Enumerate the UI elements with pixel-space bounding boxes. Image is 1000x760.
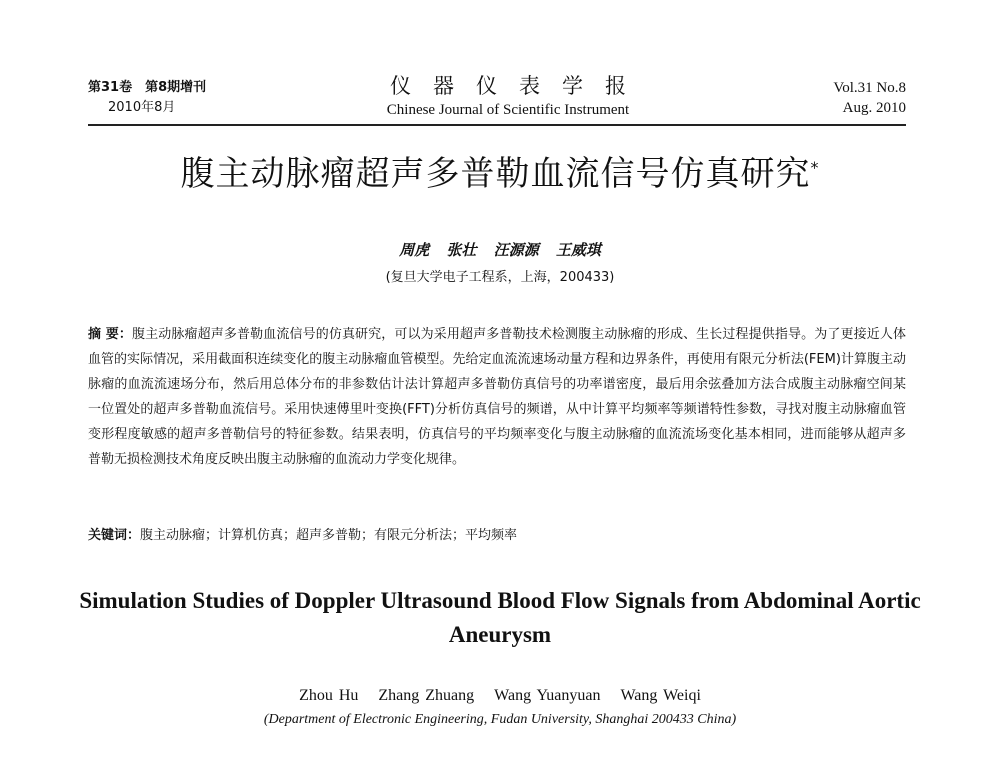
affiliation-en: (Department of Electronic Engineering, Fudan University, Shanghai 200433 China) bbox=[263, 712, 737, 727]
header-volume-issue-en: Vol.31 No.8 bbox=[833, 80, 906, 96]
authors-en bbox=[0, 685, 1000, 707]
header-volume-issue-cn: 第31卷 第8期增刊 bbox=[88, 80, 207, 95]
header-left bbox=[88, 78, 206, 118]
journal-name-en: Chinese Journal of Scientific Instrument bbox=[386, 102, 630, 118]
article-title-en: Simulation Studies of Doppler Ultrasound Blood Flow Signals from Abdominal Aortic Aneurysm bbox=[79, 588, 921, 647]
abstract-text: 腹主动脉瘤超声多普勒血流信号的仿真研究，可以为采用超声多普勒技术检测腹主动脉瘤的形成、生长过程提供指导。为了更接近人体血管的实际情况，采用截面积连续变化的腹主动脉瘤血管模型。先给定血流流速场动量方程和边界条件，再使用有限元分析法(FEM)计算腹主动脉瘤的血流流速场分布，然后用总体分布的非参数估计法计算超声多普勒仿真信号的功率谱密度，最后用余弦叠加方法合成腹主动脉瘤空间某一位置处的超声多普勒血流信号。采用快速傅里叶变换(FFT)分析仿真信号的频谱，从中计算平均频率等频谱特性参数，寻找对腹主动脉瘤血管变形程度敏感的超声多普勒信号的特征参数。结果表明，仿真信号的平均频率变化与腹主动脉瘤的血流流场变化基本相同，进而能够从超声多普勒无损检测技术角度反映出腹主动脉瘤的血流动力学变化规律。 bbox=[88, 327, 906, 467]
header-date-cn: 2010年8月 bbox=[108, 100, 176, 115]
author-en: Wang Weiqi bbox=[620, 687, 701, 704]
authors-cn: 周虎 张壮 汪源源 王威琪 bbox=[399, 241, 601, 259]
header-right bbox=[833, 78, 906, 118]
keywords-text: 腹主动脉瘤；计算机仿真；超声多普勒；有限元分析法；平均频率 bbox=[140, 528, 518, 543]
keywords-cn bbox=[88, 525, 906, 547]
abstract-label: 摘 要： bbox=[88, 327, 133, 342]
title-footnote-mark: * bbox=[810, 158, 820, 177]
header-journal-name bbox=[358, 72, 658, 120]
title-cn-text: 腹主动脉瘤超声多普勒血流信号仿真研究 bbox=[180, 154, 811, 194]
keywords-label: 关键词： bbox=[88, 528, 141, 543]
affiliation-cn: (复旦大学电子工程系，上海，200433) bbox=[385, 270, 615, 285]
article-title-cn bbox=[0, 152, 1000, 196]
header-date-en: Aug. 2010 bbox=[842, 100, 906, 116]
running-header bbox=[88, 72, 906, 126]
abstract-cn bbox=[88, 322, 906, 472]
author-en: Zhang Zhuang bbox=[378, 687, 475, 704]
author-en: Wang Yuanyuan bbox=[494, 687, 601, 704]
journal-name-cn: 仪器仪表学报 bbox=[390, 74, 648, 98]
author-en: Zhou Hu bbox=[299, 687, 359, 704]
